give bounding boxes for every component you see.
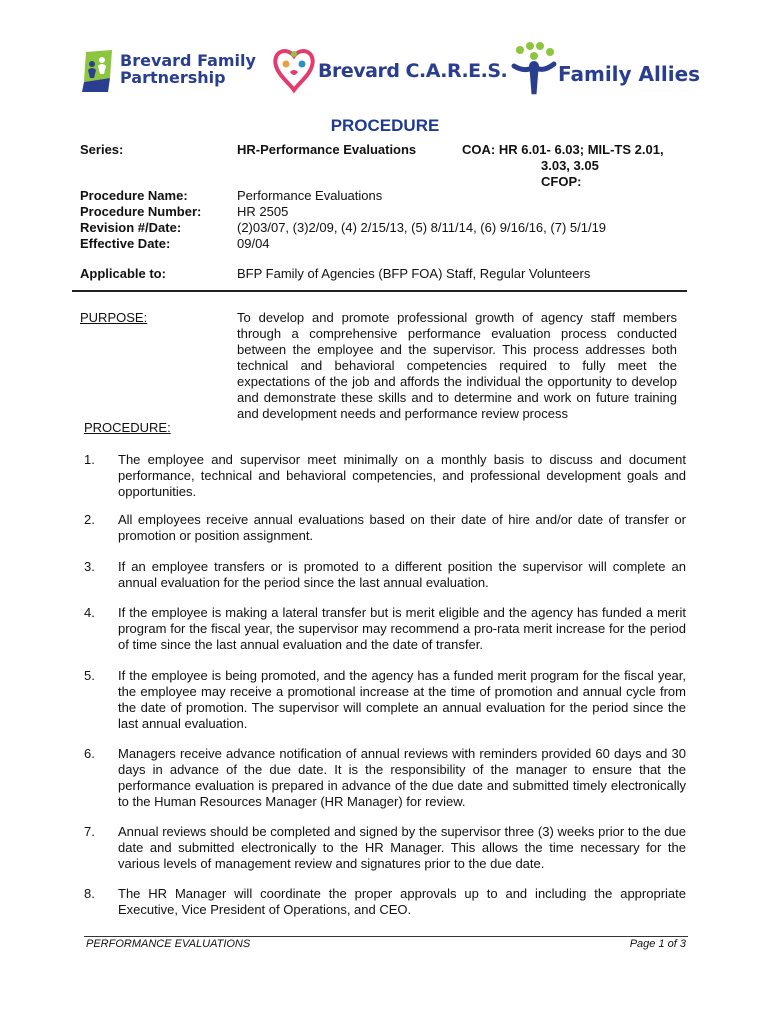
item-text: If the employee is being promoted, and the agency has a funded merit program for the fiscal year, the employee may receive a promotional increase at the time of promotion and annual cycle from the date of promotion. The supervisor will complete an annual evaluation for the period since the last annual evaluation. [118, 668, 686, 731]
bfp-logo-line2: Partnership [120, 68, 226, 87]
coa-line1: COA: HR 6.01- 6.03; MIL-TS 2.01, [462, 142, 664, 157]
series-value: HR-Performance Evaluations [237, 142, 417, 157]
bfp-logo-text [120, 52, 256, 86]
item-text: If an employee transfers or is promoted to a different position the supervisor will complete an annual evaluation for the period since the last annual evaluation. [118, 559, 686, 590]
footer-title: PERFORMANCE EVALUATIONS [86, 938, 251, 950]
item-text: The employee and supervisor meet minimally on a monthly basis to discuss and document performance, technical and behavioral competencies, and professional development goals and opportunities. [118, 452, 686, 499]
cares-logo-text: Brevard C.A.R.E.S. [318, 60, 508, 82]
effective-date-value: 09/04 [237, 236, 270, 251]
effective-date-label: Effective Date: [80, 236, 171, 251]
item-number: 2. [84, 512, 95, 527]
item-text: All employees receive annual evaluations based on their date of hire and/or date of transfer or promotion or position assignment. [118, 512, 686, 543]
footer-divider [84, 936, 688, 937]
item-text: If the employee is making a lateral transfer but is merit eligible and the agency has funded a merit program for the fiscal year, the supervisor may recommend a pro-rata merit increase for the period of time since the last annual evaluation and the date of transfer. [118, 605, 686, 652]
purpose-label: PURPOSE: [80, 310, 148, 325]
item-number: 1. [84, 452, 95, 467]
procedure-name-label: Procedure Name: [80, 188, 188, 203]
procedure-number-label: Procedure Number: [80, 204, 202, 219]
item-number: 6. [84, 746, 95, 761]
procedure-label: PROCEDURE: [84, 420, 171, 435]
allies-tree-icon [510, 42, 558, 98]
procedure-number-value: HR 2505 [237, 204, 289, 219]
series-label: Series: [80, 142, 124, 157]
procedure-name-value: Performance Evaluations [237, 188, 383, 203]
item-number: 4. [84, 605, 95, 620]
item-number: 7. [84, 824, 95, 839]
cares-logo-icon [272, 46, 316, 96]
purpose-text: To develop and promote professional growth of agency staff members through a comprehensive performance evaluation process conducted between the employee and the supervisor. This process addresses both technical and behavioral competencies required to fully meet the expectations of the job and affords the individual the opportunity to develop and demonstrate these skills and to determine and work on future training and development needs and performance review process [237, 310, 677, 421]
allies-logo-text: Family Allies [558, 62, 701, 86]
item-number: 5. [84, 668, 95, 683]
logo-banner [80, 40, 701, 102]
coa-line2: 3.03, 3.05 [541, 158, 599, 173]
applicable-label: Applicable to: [80, 266, 166, 281]
page-title: PROCEDURE [330, 116, 440, 135]
revision-value: (2)03/07, (3)2/09, (4) 2/15/13, (5) 8/11/14, (6) 9/16/16, (7) 5/1/19 [237, 220, 607, 235]
bfp-logo-line1: Brevard Family [120, 51, 256, 70]
applicable-value: BFP Family of Agencies (BFP FOA) Staff, Regular Volunteers [237, 266, 591, 281]
item-text: The HR Manager will coordinate the proper approvals up to and including the appropriate Executive, Vice President of Operations, and CEO. [118, 886, 686, 917]
header-divider [72, 290, 687, 292]
item-text: Managers receive advance notification of annual reviews with reminders provided 60 days and 30 days in advance of the due date. It is the responsibility of the manager to ensure that the performance evaluation is prepared in advance of the due date and submitted timely electronically to the Human Resources Manager (HR Manager) for review. [118, 746, 686, 809]
coa-line3: CFOP: [541, 174, 582, 189]
item-text: Annual reviews should be completed and signed by the supervisor three (3) weeks prior to the due date and submitted electronically to the HR Manager. This allows the time necessary for the various levels of management review and signatures prior to the due date. [118, 824, 686, 871]
page-number: Page 1 of 3 [629, 938, 686, 950]
item-number: 3. [84, 559, 95, 574]
bfp-logo-icon [80, 48, 116, 94]
revision-label: Revision #/Date: [80, 220, 182, 235]
item-number: 8. [84, 886, 95, 901]
